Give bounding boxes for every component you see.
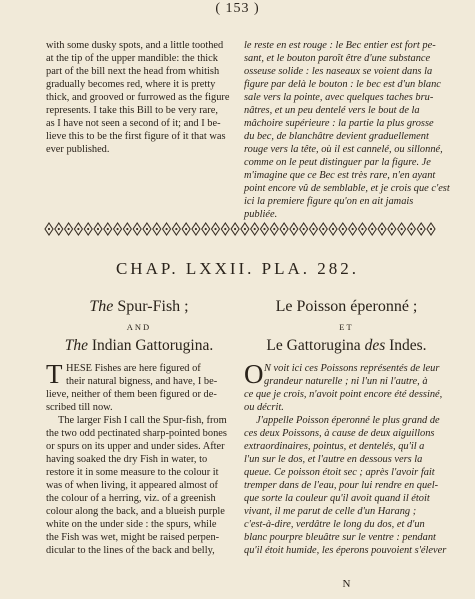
text-line: queue. Ce poisson étoit sec ; après l'avoir fait	[244, 467, 435, 478]
ornament-dot	[156, 228, 158, 230]
text-line: thick, and grooved or furrowed as the figure	[46, 92, 230, 103]
text-line: part of the bill next the head from whitish	[46, 66, 220, 77]
text-line: rouge vers la tête, où il est cannelé, ou sillonné,	[244, 144, 443, 155]
french-body-text	[244, 359, 449, 557]
text-line: the colour of a herring, viz. of a greenish	[46, 493, 216, 504]
ornament-dot	[214, 228, 216, 230]
ornament-dot	[136, 228, 138, 230]
text-line: HESE Fishes are here figured of	[66, 363, 201, 374]
ornament-dot	[146, 228, 148, 230]
ornament-dot	[205, 228, 207, 230]
english-title2-article: The	[64, 337, 88, 354]
text-line: represents. I take this Bill to be very rare,	[46, 105, 218, 116]
ornament-dot	[107, 228, 109, 230]
text-line: mâchoire supérieure : la partie la plus grosse	[244, 118, 434, 129]
text-line: m'imagine que ce Bec est très rare, n'en ayant	[244, 170, 436, 181]
ornament-dot	[303, 228, 305, 230]
text-line: sant, et le bouton paroît être d'une substance	[244, 53, 431, 64]
ornament-dot	[371, 228, 373, 230]
english-title-article: The	[89, 298, 114, 315]
ornament-dot	[195, 228, 197, 230]
english-title-line1	[44, 298, 234, 316]
ornament-dot	[97, 228, 99, 230]
text-line: or spurs on its upper and under sides. After	[46, 441, 225, 452]
ornament-dot	[165, 228, 167, 230]
text-line: publiée.	[244, 209, 278, 220]
text-line: the two odd pectinated sharp-pointed bones	[46, 428, 227, 439]
text-line: restore it in some measure to the colour it	[46, 467, 219, 478]
text-line: was of when living, it appeared almost of	[46, 480, 218, 491]
ornament-dot	[293, 228, 295, 230]
ornament-dot	[58, 228, 60, 230]
french-conjunction: ET	[339, 322, 354, 332]
ornament-dot	[234, 228, 236, 230]
text-line: que sorte la couleur qu'il avoit quand il étoit	[244, 493, 430, 504]
ornament-dot	[352, 228, 354, 230]
english-title-line2	[44, 337, 234, 355]
text-line: extraordinaires, pointus, et dentelés, qu'il a	[244, 441, 425, 452]
text-line: qu'il étoit humide, les éperons pouvoient s'élever	[244, 545, 447, 556]
text-line: N voit ici ces Poissons représentés de leur	[264, 363, 440, 374]
ornamental-divider	[44, 222, 436, 236]
french-title2-start: Le Gattorugina	[266, 337, 365, 354]
page-number: ( 153 )	[215, 1, 260, 16]
ornament-dot	[185, 228, 187, 230]
text-line: with some dusky spots, and a little toothed	[46, 40, 224, 51]
text-line: dicular to the lines of the back and belly,	[46, 545, 215, 556]
text-line: du bec, de blanchâtre devient graduellement	[244, 131, 429, 142]
ornament-dot	[244, 228, 246, 230]
text-line: c'est-à-dire, verdâtre le long du dos, et d'un	[244, 519, 425, 530]
french-title-line2	[244, 337, 449, 355]
ornament-dot	[361, 228, 363, 230]
text-line: having soaked the dry Fish in water, to	[46, 454, 208, 465]
ornament-dot	[312, 228, 314, 230]
text-line: sale vers la pointe, avec quelques taches bru-	[244, 92, 434, 103]
text-line: l'un sur le dos, et l'autre en dessous vers la	[244, 454, 423, 465]
ornament-dot	[391, 228, 393, 230]
text-line: figure par delà le bouton : le bec est d'un blanc	[244, 79, 441, 90]
english-title-name: Spur-Fish ;	[113, 298, 189, 315]
text-line: The larger Fish I call the Spur-fish, from	[58, 415, 227, 426]
french-title-line1: Le Poisson éperonné ;	[275, 298, 418, 315]
signature-mark: N	[342, 578, 351, 590]
ornament-dot	[116, 228, 118, 230]
text-line: scribed till now.	[46, 402, 113, 413]
text-line: at the tip of the upper mandible: the thick	[46, 53, 218, 64]
ornament-dot	[401, 228, 403, 230]
text-line: ici la premiere figure qu'on en ait jamais	[244, 196, 414, 207]
text-line: J'appelle Poisson éperonné le plus grand de	[256, 415, 440, 426]
text-line: as I have not seen a second of it; and I be-	[46, 118, 221, 129]
ornament-dot	[420, 228, 422, 230]
text-line: vivant, il me parut de celle d'un Harang ;	[244, 506, 417, 517]
text-line: ces deux Poissons, à cause de deux aiguillons	[244, 428, 435, 439]
ornament-dot	[332, 228, 334, 230]
text-line: ever published.	[46, 144, 110, 155]
english-conjunction: AND	[126, 322, 152, 332]
text-line: lieve this to be the first figure of it that was	[46, 131, 226, 142]
french-title2-italic: des	[364, 337, 386, 354]
text-line: grandeur naturelle ; ni l'un ni l'autre, à	[264, 376, 428, 387]
ornament-dot	[224, 228, 226, 230]
text-line: white on the under side : the spurs, while	[46, 519, 217, 530]
text-line: the Fish was wet, might be raised perpen-	[46, 532, 220, 543]
text-line: nâtres, et un peu dentelé vers le bout de la	[244, 105, 420, 116]
ornament-dot	[175, 228, 177, 230]
ornament-dot	[77, 228, 79, 230]
french-drop-cap: O	[244, 359, 264, 389]
ornament-dot	[322, 228, 324, 230]
english-title2-name: Indian Gattorugina.	[87, 337, 214, 354]
english-body-text	[46, 359, 236, 557]
ornament-dot	[342, 228, 344, 230]
ornament-dot	[126, 228, 128, 230]
english-drop-cap: T	[46, 359, 63, 389]
ornament-dot	[430, 228, 432, 230]
chapter-heading: CHAP. LXXII. PLA. 282.	[115, 259, 360, 278]
ornament-dot	[87, 228, 89, 230]
text-line: point encore vû de semblable, et je crois que c'est	[244, 183, 450, 194]
ornament-dot	[48, 228, 50, 230]
text-line: colour along the back, and a blueish purple	[46, 506, 225, 517]
ornament-dot	[283, 228, 285, 230]
text-line: ou décrit.	[244, 402, 284, 413]
ornament-dot	[67, 228, 69, 230]
top-french-paragraph	[244, 39, 449, 221]
text-line: le reste en est rouge : le Bec entier est fort pe-	[244, 40, 436, 51]
ornament-dot	[410, 228, 412, 230]
french-title2-end: Indes.	[385, 337, 427, 354]
text-line: lieve, neither of them been figured or de-	[46, 389, 217, 400]
text-line: tremper dans de l'eau, pour lui rendre en quel-	[244, 480, 439, 491]
ornament-dot	[273, 228, 275, 230]
text-line: osseuse solide : les naseaux se voient dans la	[244, 66, 433, 77]
text-line: comme on le peut distinguer par la figure. Je	[244, 157, 431, 168]
ornament-dot	[254, 228, 256, 230]
text-line: ce que je crois, n'avoit point encore été dessiné,	[244, 389, 443, 400]
ornament-dot	[381, 228, 383, 230]
text-line: gradually becomes red, where it is pretty	[46, 79, 216, 90]
text-line: their natural bigness, and have, I be-	[66, 376, 218, 387]
ornament-dot	[263, 228, 265, 230]
top-english-paragraph	[46, 39, 236, 156]
text-line: blanc pourpre bleuâtre sur le ventre : pendant	[244, 532, 436, 543]
